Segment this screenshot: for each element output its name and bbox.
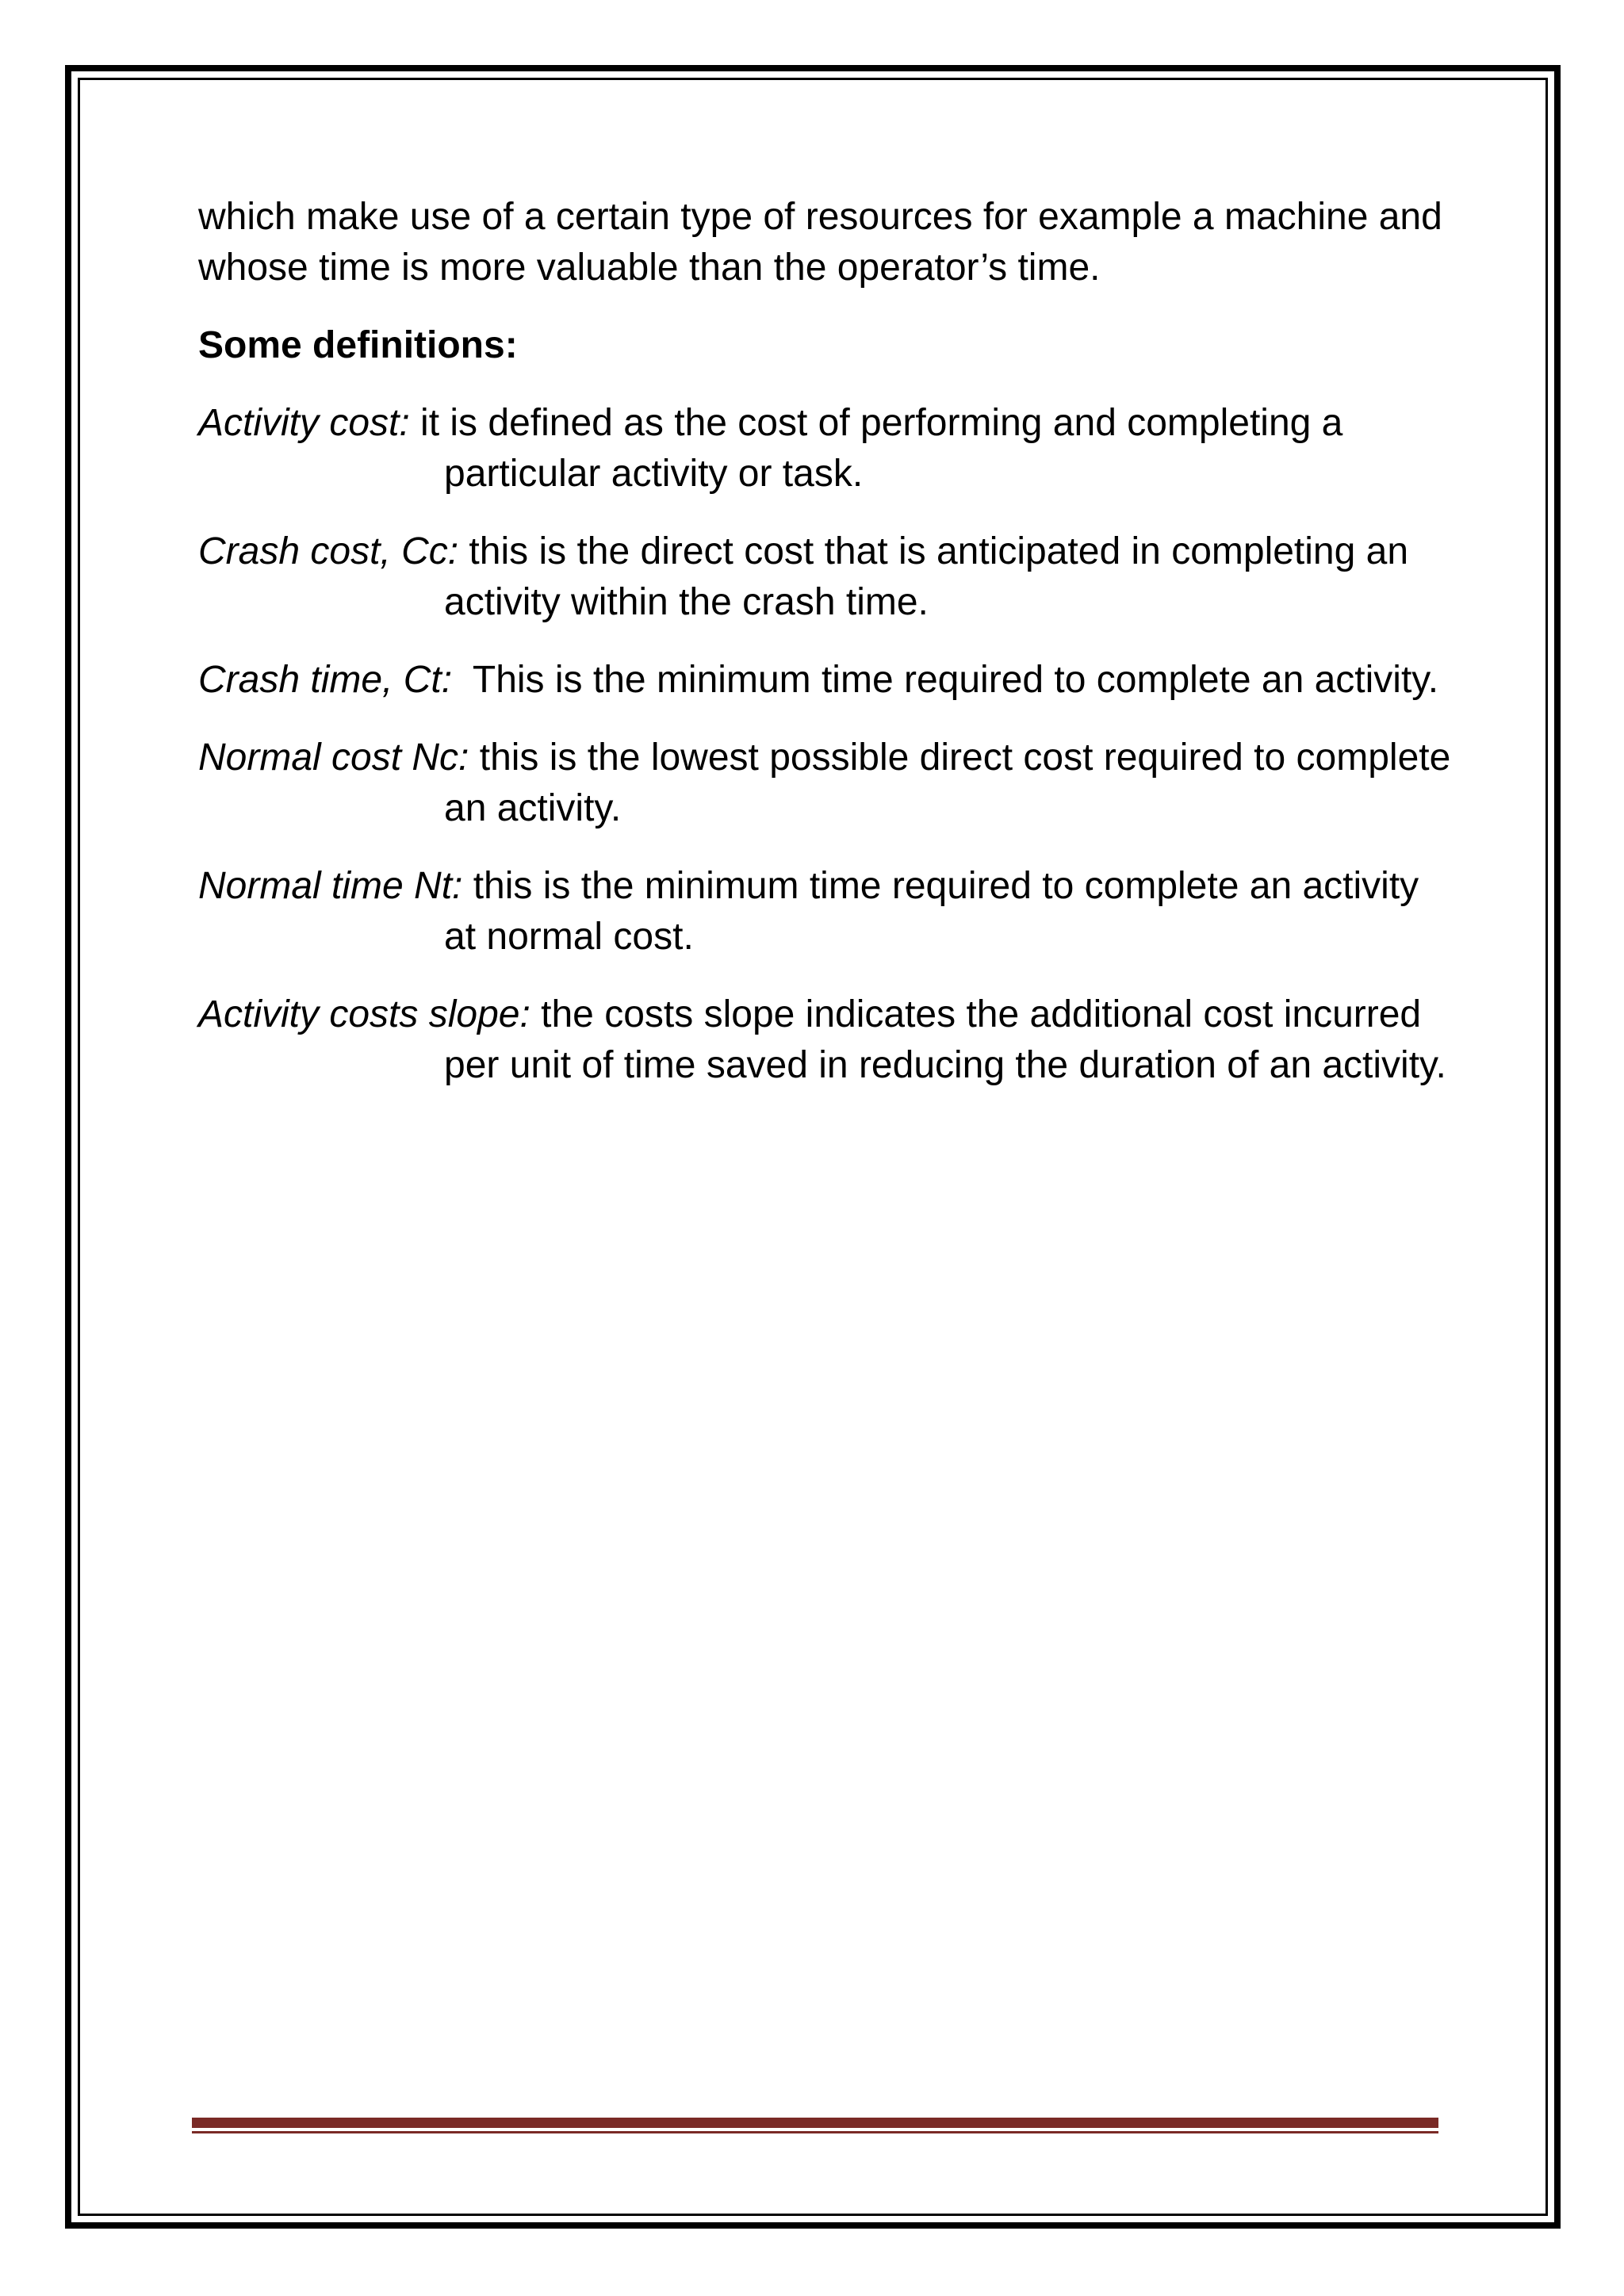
definition-term: Activity costs slope: — [198, 993, 530, 1035]
definition-crash-cost — [198, 526, 1451, 628]
definition-term: Crash cost, Cc: — [198, 530, 459, 572]
footer-rule-thin — [192, 2131, 1438, 2133]
definition-text: this is the lowest possible direct cost required to complete an activity. — [444, 737, 1451, 829]
definition-activity-costs-slope — [198, 989, 1451, 1091]
definition-normal-time — [198, 861, 1451, 962]
definition-text: this is the minimum time required to complete an activity at normal cost. — [444, 865, 1419, 958]
definition-term: Normal cost Nc: — [198, 737, 469, 779]
definitions-heading: Some definitions: — [198, 324, 518, 366]
definition-text: this is the direct cost that is anticipated in completing an activity within the crash time. — [444, 530, 1409, 623]
definition-text: it is defined as the cost of performing and completing a particular activity or task. — [409, 402, 1343, 495]
footer-rule — [192, 2118, 1438, 2128]
definition-normal-cost — [198, 733, 1451, 834]
definition-term: Activity cost: — [198, 402, 410, 444]
definition-activity-cost — [198, 398, 1451, 499]
intro-paragraph: which make use of a certain type of resources for example a machine and whose time is more valuable than the operator’s time. — [198, 196, 1442, 289]
definition-term: Normal time Nt: — [198, 865, 463, 907]
definition-text: This is the minimum time required to complete an activity. — [452, 659, 1439, 701]
page-content — [198, 192, 1451, 1118]
definition-crash-time — [198, 655, 1451, 706]
definition-term: Crash time, Ct: — [198, 659, 453, 701]
definition-text: the costs slope indicates the additional cost incurred per unit of time saved in reducing the duration of an activity. — [444, 993, 1446, 1086]
